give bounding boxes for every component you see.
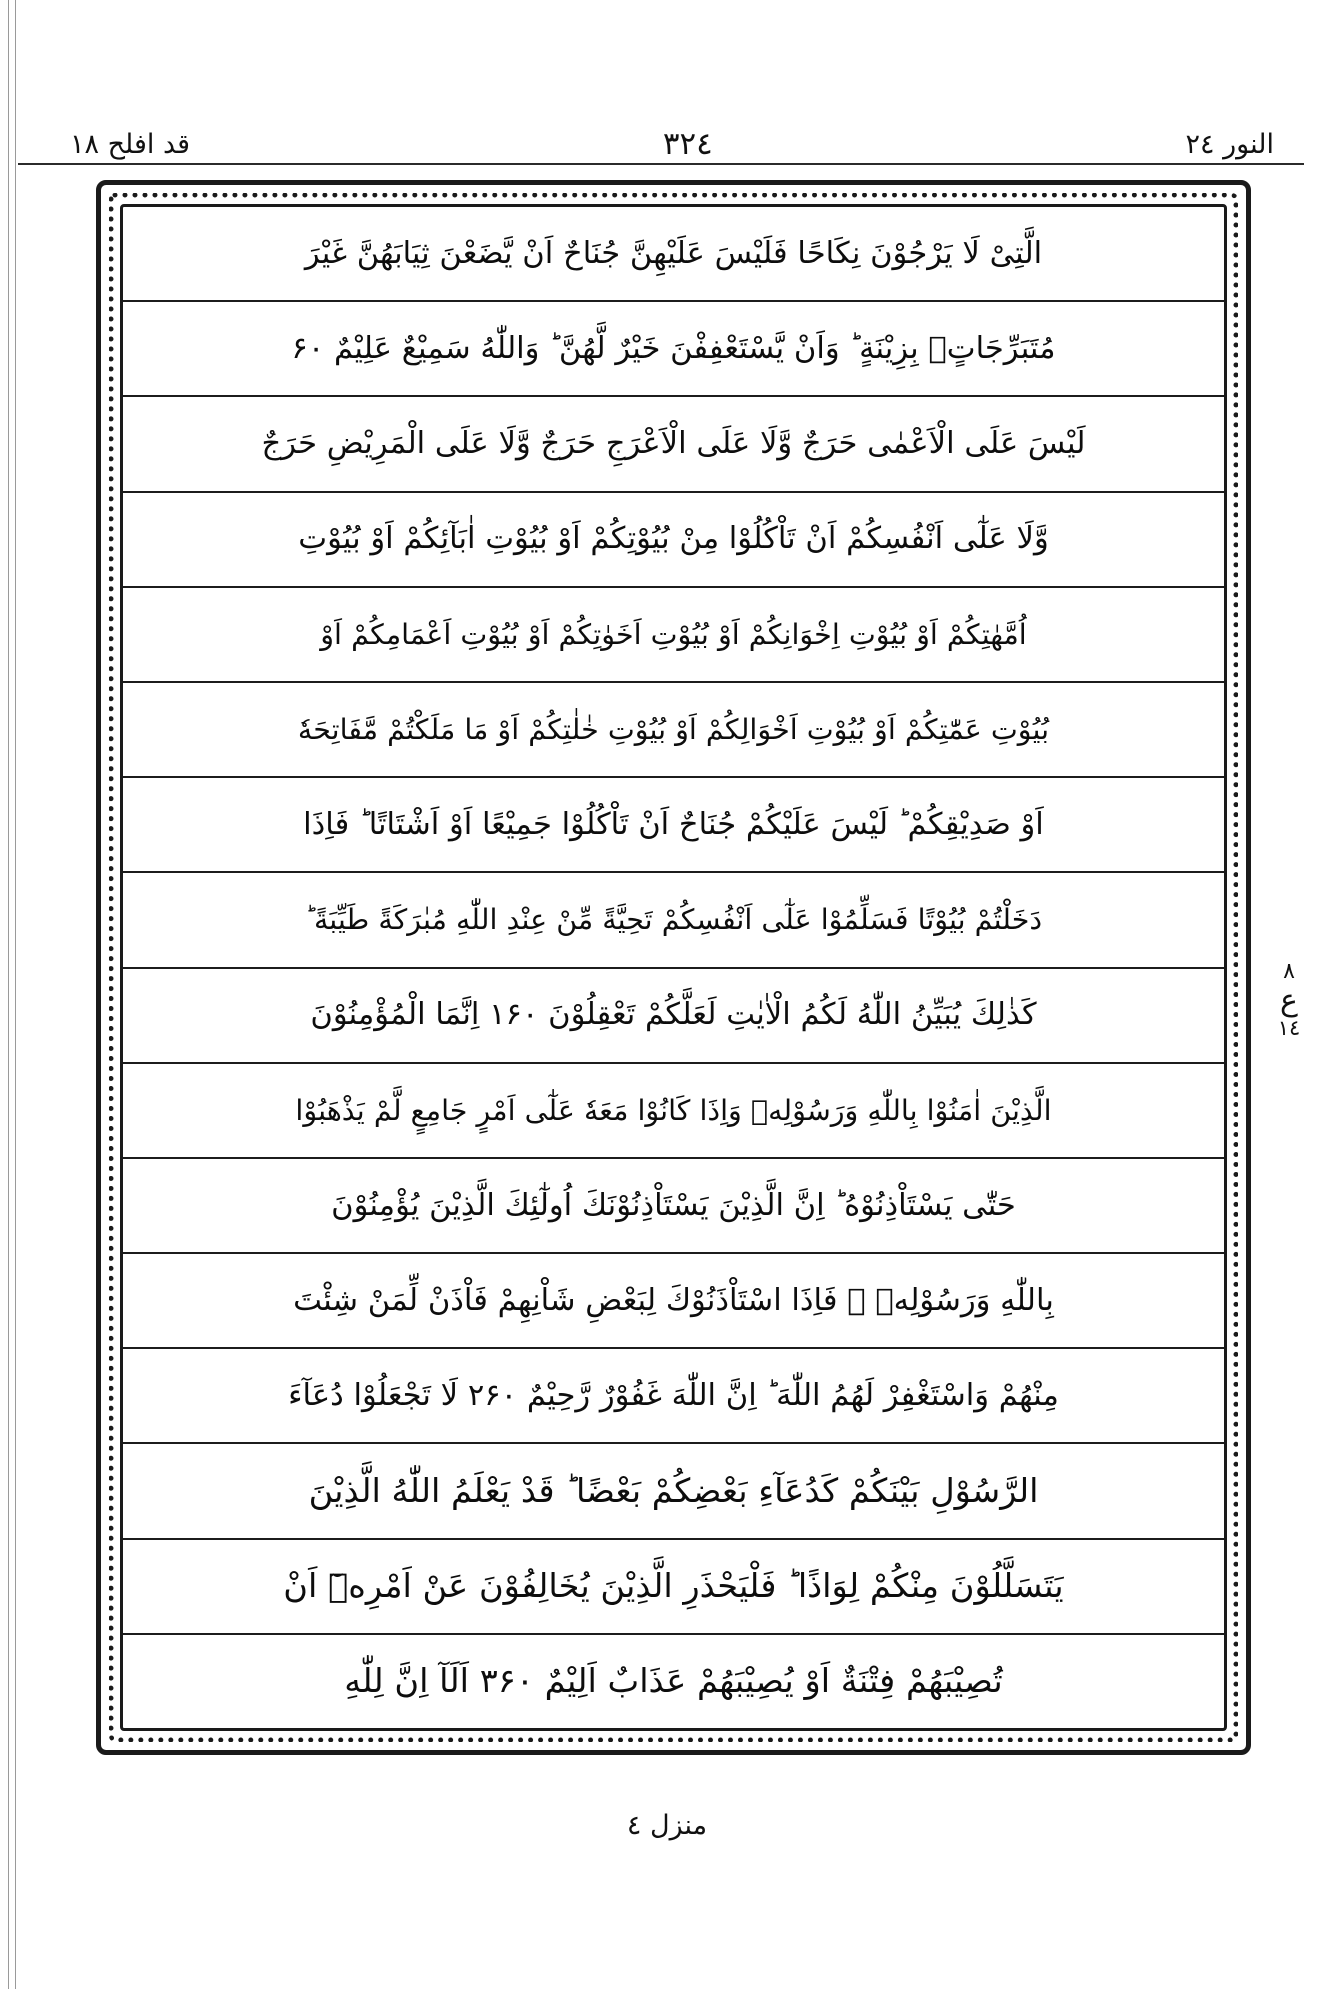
ayah-line [123, 1159, 1224, 1254]
margin-ruku-mark [1262, 960, 1316, 1040]
margin-mark-ruku-glyph: ع [1280, 983, 1298, 1019]
page-edge-rule-outer [8, 0, 9, 1989]
ayah-line-text: الَّذِيْنَ اٰمَنُوْا بِاللّٰهِ وَرَسُوْلِهٖ وَاِذَا كَانُوْا مَعَهٗ عَلٰٓى اَمْرٍ جَامِعٍ لَّمْ يَذْهَبُوْا [295, 1093, 1052, 1127]
ayah-line-text: دَخَلْتُمْ بُيُوْتًا فَسَلِّمُوْا عَلٰٓى اَنْفُسِكُمْ تَحِيَّةً مِّنْ عِنْدِ اللّٰهِ مُبٰرَكَةً طَيِّبَةً ؕ [304, 903, 1043, 937]
ayah-line [123, 1064, 1224, 1159]
ayah-line-text: اُمَّهٰتِكُمْ اَوْ بُيُوْتِ اِخْوَانِكُمْ اَوْ بُيُوْتِ اَخَوٰتِكُمْ اَوْ بُيُوْتِ اَعْمَامِكُمْ اَوْ [320, 617, 1027, 651]
ayah-line-text: اَوْ صَدِيْقِكُمْ ؕ لَيْسَ عَلَيْكُمْ جُنَاحٌ اَنْ تَاْكُلُوْا جَمِيْعًا اَوْ اَشْتَاتًا ؕ فَاِذَا [303, 806, 1044, 842]
ayah-line [123, 778, 1224, 873]
header-divider [18, 163, 1304, 165]
ayah-line [123, 397, 1224, 492]
page-header [70, 120, 1274, 168]
ayah-line-text: بِاللّٰهِ وَرَسُوْلِهٖ ۚ فَاِذَا اسْتَاْذَنُوْكَ لِبَعْضِ شَاْنِهِمْ فَاْذَنْ لِّمَنْ شِئْتَ [293, 1282, 1054, 1318]
ayah-line [123, 683, 1224, 778]
ayah-line-text: لَيْسَ عَلَى الْاَعْمٰى حَرَجٌ وَّلَا عَلَى الْاَعْرَجِ حَرَجٌ وَّلَا عَلَى الْمَرِيْضِ حَرَجٌ [261, 426, 1086, 462]
ayah-line [123, 1540, 1224, 1635]
ayah-line-text: مُتَبَرِّجَاتٍۭ بِزِيْنَةٍ ؕ وَاَنْ يَّسْتَعْفِفْنَ خَيْرٌ لَّهُنَّ ؕ وَاللّٰهُ سَمِيْعٌ عَلِيْمٌ ۰۶ [291, 331, 1056, 367]
ayah-line [123, 588, 1224, 683]
surah-name-label: النور ٢٤ [1185, 128, 1274, 160]
manzil-label: منزل ٤ [626, 1810, 708, 1841]
page-footer [0, 1810, 1334, 1841]
ayah-line-text: يَتَسَلَّلُوْنَ مِنْكُمْ لِوَاذًا ؕ فَلْيَحْذَرِ الَّذِيْنَ يُخَالِفُوْنَ عَنْ اَمْرِهٖٓ اَنْ [283, 1565, 1064, 1605]
ayah-line-text: الَّتِىْ لَا يَرْجُوْنَ نِكَاحًا فَلَيْسَ عَلَيْهِنَّ جُنَاحٌ اَنْ يَّضَعْنَ ثِيَابَهُنَّ غَيْرَ [304, 235, 1043, 271]
page-number-label: ٣٢٤ [662, 125, 713, 162]
page-edge-rule-inner [15, 0, 16, 1989]
text-frame-outer [96, 180, 1251, 1755]
ayah-line-text: مِنْهُمْ وَاسْتَغْفِرْ لَهُمُ اللّٰهَ ؕ اِنَّ اللّٰهَ غَفُوْرٌ رَّحِيْمٌ ۰۶۲ لَا تَجْعَلُوْا دُعَآءَ [288, 1378, 1059, 1414]
ayah-line [123, 302, 1224, 397]
ayah-line [123, 493, 1224, 588]
ayah-line [123, 1444, 1224, 1539]
ayah-line-text: بُيُوْتِ عَمّٰتِكُمْ اَوْ بُيُوْتِ اَخْوَالِكُمْ اَوْ بُيُوْتِ خٰلٰتِكُمْ اَوْ مَا مَلَكْتُمْ مَّفَاتِحَهٗ [297, 712, 1050, 746]
ayah-line [123, 1349, 1224, 1444]
ayah-line-text: الرَّسُوْلِ بَيْنَكُمْ كَدُعَآءِ بَعْضِكُمْ بَعْضًا ؕ قَدْ يَعْلَمُ اللّٰهُ الَّذِيْنَ [308, 1470, 1039, 1510]
juz-label: قد افلح ١٨ [70, 128, 191, 160]
ayah-line [123, 1254, 1224, 1349]
text-frame-inner [120, 204, 1227, 1731]
ayah-line [123, 207, 1224, 302]
ayah-line [123, 969, 1224, 1064]
ayah-line [123, 873, 1224, 968]
ayah-line-text: تُصِيْبَهُمْ فِتْنَةٌ اَوْ يُصِيْبَهُمْ عَذَابٌ اَلِيْمٌ ۰۶۳ اَلَآ اِنَّ لِلّٰهِ [344, 1661, 1003, 1701]
margin-mark-bottom: ١٤ [1277, 1016, 1301, 1041]
margin-mark-top: ٨ [1283, 959, 1295, 984]
ayah-line-text: وَّلَا عَلٰٓى اَنْفُسِكُمْ اَنْ تَاْكُلُوْا مِنْ بُيُوْتِكُمْ اَوْ بُيُوْتِ اٰبَآئِكُمْ اَوْ بُيُوْتِ [298, 521, 1049, 557]
ayah-line [123, 1635, 1224, 1728]
ayah-line-text: حَتّٰى يَسْتَاْذِنُوْهُ ؕ اِنَّ الَّذِيْنَ يَسْتَاْذِنُوْنَكَ اُولٰٓئِكَ الَّذِيْنَ يُؤْمِنُوْنَ [331, 1187, 1016, 1223]
ayah-line-list [123, 207, 1224, 1728]
ayah-line-text: كَذٰلِكَ يُبَيِّنُ اللّٰهُ لَكُمُ الْاٰيٰتِ لَعَلَّكُمْ تَعْقِلُوْنَ ۰۶۱ اِنَّمَا الْمُؤْمِنُوْنَ [310, 997, 1037, 1033]
